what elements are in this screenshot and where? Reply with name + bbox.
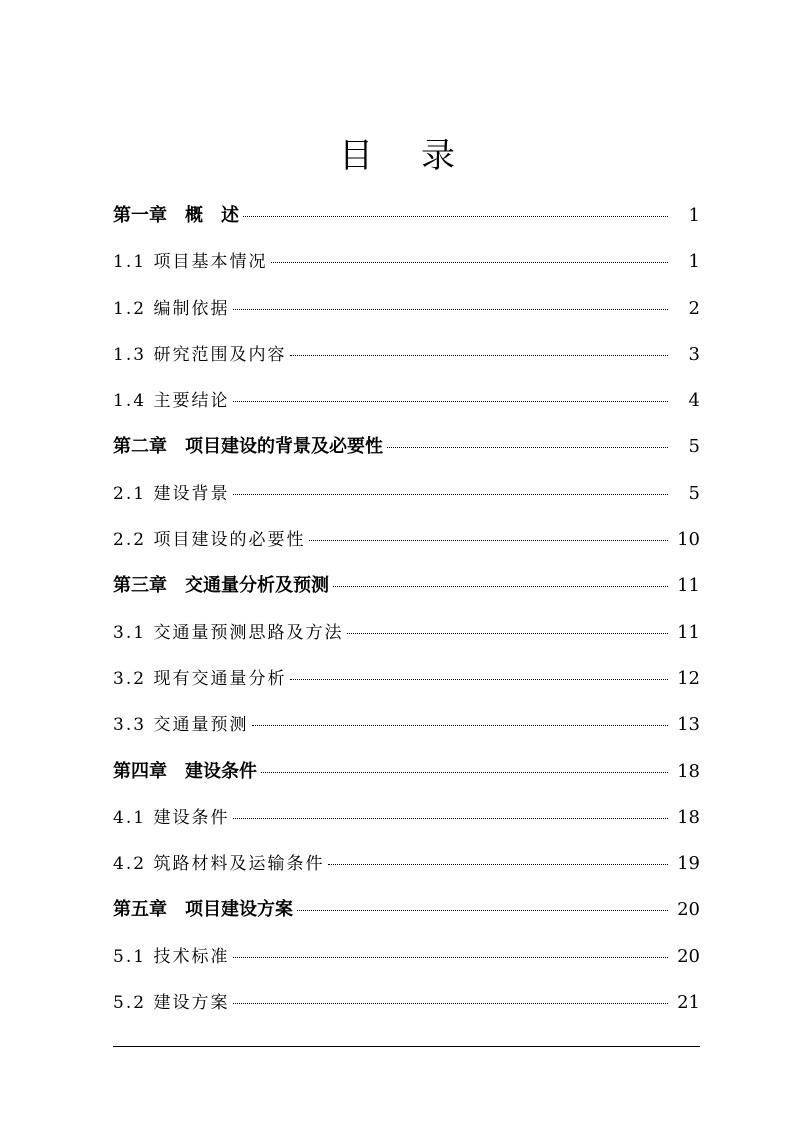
toc-entry-page: 1 <box>688 205 700 226</box>
toc-entry-page: 18 <box>677 760 700 782</box>
toc-entry[interactable] <box>113 841 700 887</box>
toc-entry-label: 3.3 交通量预测 <box>113 715 249 736</box>
dot-leader <box>233 818 668 819</box>
dot-leader <box>233 401 668 402</box>
toc-entry[interactable] <box>113 471 700 517</box>
toc-entry-page: 1 <box>688 251 700 273</box>
toc-entry-page: 19 <box>677 853 700 875</box>
toc-entry-page: 4 <box>688 390 700 412</box>
toc-entry-label: 1.3 研究范围及内容 <box>113 344 287 365</box>
toc-entry-label: 第一章 概 述 <box>113 205 239 226</box>
toc-entry-label: 第二章 项目建设的背景及必要性 <box>113 436 383 458</box>
toc-entry-label: 5.1 技术标准 <box>113 946 230 967</box>
dot-leader <box>309 540 668 541</box>
dot-leader <box>297 910 668 911</box>
dot-leader <box>233 1003 668 1004</box>
toc-entry-page: 11 <box>677 621 700 643</box>
toc-entry-label: 4.2 筑路材料及运输条件 <box>113 854 325 875</box>
toc-entry-label: 3.1 交通量预测思路及方法 <box>113 622 344 643</box>
toc-entry-label: 1.2 编制依据 <box>113 298 230 319</box>
dot-leader <box>233 957 668 958</box>
toc-entry[interactable] <box>113 702 700 748</box>
toc-entry[interactable] <box>113 378 700 424</box>
toc-entry[interactable] <box>113 563 700 609</box>
toc-entry[interactable] <box>113 610 700 656</box>
dot-leader <box>290 679 668 680</box>
toc-entry-page: 12 <box>677 667 700 689</box>
toc-entry[interactable] <box>113 424 700 470</box>
toc-entry-page: 5 <box>688 482 700 504</box>
toc-entry[interactable] <box>113 193 700 239</box>
toc-entry-label: 4.1 建设条件 <box>113 807 230 828</box>
toc-entry-label: 第四章 建设条件 <box>113 760 257 782</box>
toc-entry[interactable] <box>113 286 700 332</box>
table-of-contents <box>113 193 700 1026</box>
toc-entry-page: 10 <box>677 529 700 551</box>
dot-leader <box>387 447 668 448</box>
dot-leader <box>252 725 668 726</box>
dot-leader <box>347 633 668 634</box>
dot-leader <box>328 864 668 865</box>
toc-entry-label: 1.4 主要结论 <box>113 391 230 412</box>
toc-entry[interactable] <box>113 656 700 702</box>
toc-entry-page: 21 <box>677 992 700 1014</box>
toc-entry-page: 5 <box>688 436 700 458</box>
toc-entry-label: 2.1 建设背景 <box>113 483 230 504</box>
toc-entry-label: 第三章 交通量分析及预测 <box>113 575 329 597</box>
toc-entry-label: 2.2 项目建设的必要性 <box>113 530 306 551</box>
toc-entry-page: 20 <box>677 945 700 967</box>
toc-entry-page: 2 <box>688 297 700 319</box>
dot-leader <box>261 772 668 773</box>
toc-entry-page: 11 <box>677 575 700 597</box>
toc-entry[interactable] <box>113 239 700 285</box>
toc-entry[interactable] <box>113 517 700 563</box>
toc-entry-label: 3.2 现有交通量分析 <box>113 668 287 689</box>
toc-entry[interactable] <box>113 934 700 980</box>
toc-entry-page: 3 <box>688 343 700 365</box>
toc-entry[interactable] <box>113 887 700 933</box>
dot-leader <box>271 262 668 263</box>
toc-entry-page: 18 <box>677 806 700 828</box>
dot-leader <box>290 355 668 356</box>
toc-entry-page: 13 <box>677 714 700 736</box>
toc-entry-label: 5.2 建设方案 <box>113 993 230 1014</box>
dot-leader <box>233 309 668 310</box>
toc-entry[interactable] <box>113 980 700 1026</box>
toc-entry[interactable] <box>113 332 700 378</box>
dot-leader <box>243 216 668 217</box>
page-title: 目录 <box>339 136 503 176</box>
toc-entry-label: 1.1 项目基本情况 <box>113 252 268 273</box>
dot-leader <box>233 494 668 495</box>
dot-leader <box>333 586 668 587</box>
toc-entry[interactable] <box>113 749 700 795</box>
toc-entry[interactable] <box>113 795 700 841</box>
toc-entry-label: 第五章 项目建设方案 <box>113 899 293 921</box>
toc-entry-page: 20 <box>677 899 700 921</box>
footer-divider <box>113 1046 700 1047</box>
